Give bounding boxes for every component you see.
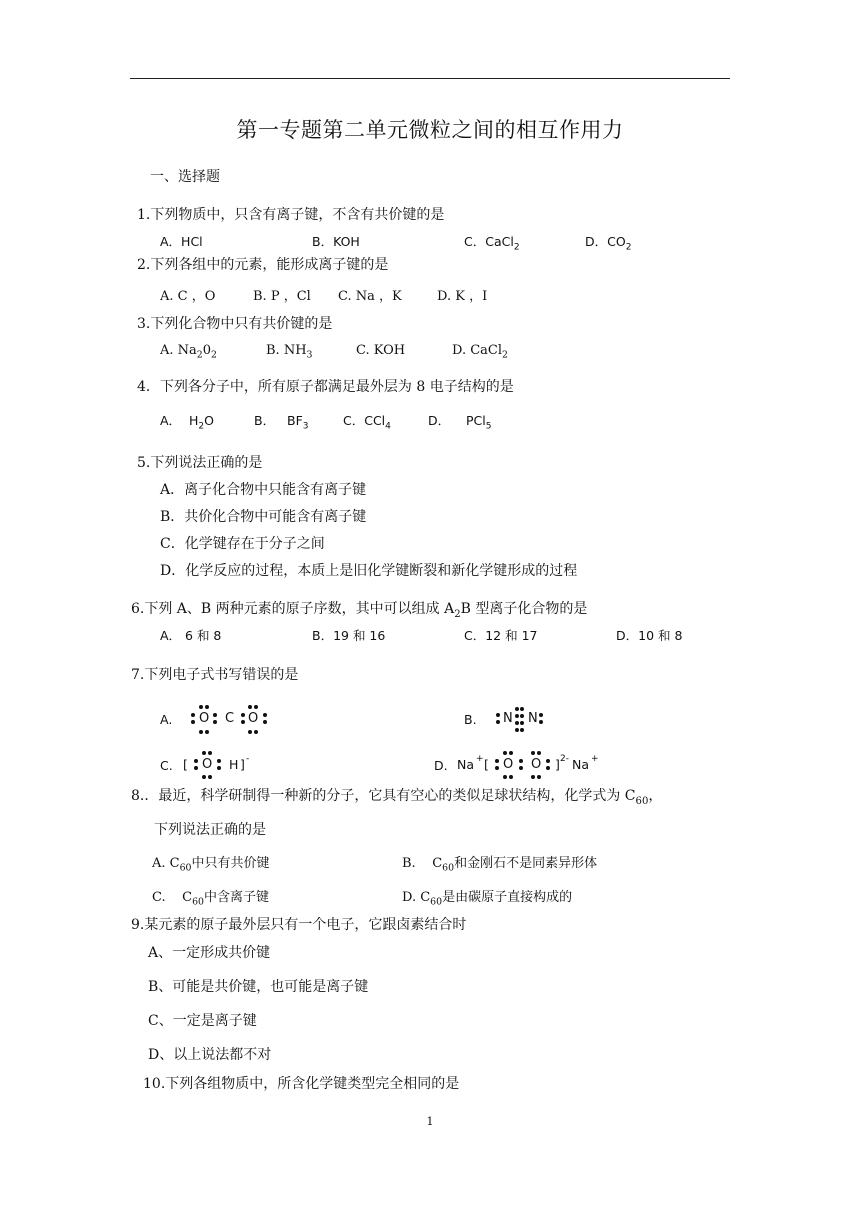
q5-option-c: C．化学键存在于分子之间 — [160, 536, 325, 552]
question-3-stem: 3.下列化合物中只有共价键的是 — [137, 316, 333, 332]
electron-dot — [537, 775, 541, 779]
q7d-sodium-left-charge: + — [476, 754, 484, 764]
electron-dot — [509, 751, 513, 755]
electron-dot — [254, 705, 258, 709]
q8-option-a: A. $C_{60}$中只有共价键 — [152, 856, 270, 874]
electron-dot — [519, 759, 523, 763]
electron-dot — [202, 751, 206, 755]
q7b-nitrogen-right: N — [528, 711, 538, 726]
q7d-sodium-right: Na — [572, 757, 590, 772]
page-number: 1 — [426, 1115, 434, 1128]
q7a-oxygen-right: O — [248, 711, 259, 726]
q7d-sodium-left: Na — [457, 757, 475, 772]
q8-option-b: B. $C_{60}$和金刚石不是同素异形体 — [402, 856, 598, 874]
electron-dot — [495, 759, 499, 763]
electron-dot — [241, 713, 245, 717]
electron-dot — [515, 707, 519, 711]
electron-dot — [515, 714, 519, 718]
electron-dot — [254, 730, 258, 734]
q7-option-a: A. — [160, 712, 173, 727]
q7b-nitrogen-left: N — [503, 711, 513, 726]
electron-dot — [205, 730, 209, 734]
electron-dot — [194, 766, 198, 770]
q4-option-b: B． $BF_3$ — [254, 413, 309, 432]
q5-option-a: A．离子化合物中只能含有离子键 — [160, 482, 367, 498]
q3-option-b: B. $NH_3$ — [266, 343, 313, 361]
q5-option-b: B．共价化合物中可能含有离子键 — [160, 509, 367, 525]
q6-option-c: C．12 和 17 — [464, 628, 538, 643]
q7d-left-bracket: [ — [484, 757, 489, 772]
q7d-sodium-right-charge: + — [591, 754, 599, 764]
electron-dot — [199, 705, 203, 709]
q2-option-d: D. K ，I — [437, 289, 488, 304]
electron-dot — [191, 720, 195, 724]
question-10-stem: 10.下列各组物质中，所含化学键类型完全相同的是 — [143, 1076, 460, 1092]
q7-option-d: D. — [434, 758, 448, 773]
q7d-oxygen-left: O — [503, 757, 514, 772]
electron-dot — [205, 705, 209, 709]
q1-option-b: B．KOH — [312, 234, 360, 249]
question-4-stem: 4．下列各分子中，所有原子都满足最外层为 8 电子结构的是 — [137, 379, 514, 395]
q3-option-c: C. KOH — [356, 343, 406, 358]
q7a-carbon: C — [225, 711, 235, 726]
q7c-charge: - — [246, 754, 250, 764]
q7-option-c: C. — [160, 758, 173, 773]
page-title: 第一专题第二单元微粒之间的相互作用力 — [236, 118, 624, 142]
electron-dot — [191, 713, 195, 717]
q7d-right-bracket: ] — [555, 757, 560, 772]
q1-option-a: A．HCl — [160, 234, 203, 249]
electron-dot — [199, 730, 203, 734]
electron-dot — [217, 759, 221, 763]
q3-option-a: A. $Na_20_2$ — [160, 343, 217, 361]
electron-dot — [202, 775, 206, 779]
question-9-stem: 9.某元素的原子最外层只有一个电子，它跟卤素结合时 — [131, 917, 467, 933]
q7c-right-bracket: ] — [240, 757, 245, 772]
electron-dot — [519, 766, 523, 770]
question-6-stem: 6.下列 A、B 两种元素的原子序数，其中可以组成 $A_2B$ 型离子化合物的是 — [131, 601, 588, 620]
electron-dot — [546, 759, 550, 763]
q8-option-d: D. $C_{60}$是由碳原子直接构成的 — [402, 890, 573, 908]
q2-option-b: B. P ，Cl — [253, 289, 311, 304]
q7d-oxygen-right: O — [531, 757, 542, 772]
electron-dot — [208, 751, 212, 755]
q1-option-d: D．$CO_2$ — [585, 234, 632, 253]
q7c-left-bracket: [ — [183, 757, 188, 772]
electron-dot — [539, 720, 543, 724]
electron-dot — [537, 751, 541, 755]
q8-option-c: C. $C_{60}$中含离子键 — [152, 890, 269, 908]
electron-dot — [263, 713, 267, 717]
electron-dot — [515, 721, 519, 725]
electron-dot — [531, 751, 535, 755]
question-8-stem: 8.．最近，科学研制得一种新的分子，它具有空心的类似足球状结构，化学式为 $C_{60}$， — [131, 788, 663, 807]
question-1-stem: 1.下列物质中，只含有离子键，不含有共价键的是 — [137, 207, 445, 223]
electron-dot — [213, 720, 217, 724]
electron-dot — [263, 720, 267, 724]
q7-option-b: B. — [464, 712, 477, 727]
q7a-oxygen-left: O — [199, 711, 210, 726]
question-8-stem-line2: 下列说法正确的是 — [154, 822, 266, 838]
electron-dot — [503, 775, 507, 779]
q4-option-c: C．CCl$_4$ — [343, 413, 391, 432]
q4-option-a: A． $H_2O$ — [160, 413, 214, 432]
q6-option-b: B．19 和 16 — [312, 628, 386, 643]
q2-option-c: C. Na ，K — [338, 289, 402, 304]
electron-dot — [213, 713, 217, 717]
electron-dot — [208, 775, 212, 779]
q9-option-c: C、一定是离子键 — [148, 1013, 257, 1029]
section-heading: 一、选择题 — [150, 169, 220, 185]
electron-dot — [531, 775, 535, 779]
electron-dot — [520, 714, 524, 718]
q7d-charge: 2- — [560, 754, 569, 764]
q6-option-d: D．10 和 8 — [616, 628, 683, 643]
electron-dot — [496, 713, 500, 717]
electron-dot — [546, 766, 550, 770]
electron-dot — [496, 720, 500, 724]
q2-option-a: A. C ，O — [160, 289, 216, 304]
q5-option-d: D．化学反应的过程，本质上是旧化学键断裂和新化学键形成的过程 — [160, 563, 578, 579]
electron-dot — [194, 759, 198, 763]
q3-option-d: D. CaCl$_2$ — [452, 343, 508, 361]
electron-dot — [248, 705, 252, 709]
q7c-oxygen: O — [202, 757, 213, 772]
q1-option-c: C．CaCl$_2$ — [464, 234, 520, 253]
electron-dot — [217, 766, 221, 770]
header-rule — [130, 78, 730, 79]
question-5-stem: 5.下列说法正确的是 — [137, 455, 263, 471]
electron-dot — [515, 728, 519, 732]
q7c-hydrogen: H — [229, 757, 239, 772]
electron-dot — [248, 730, 252, 734]
electron-dot — [520, 707, 524, 711]
question-2-stem: 2.下列各组中的元素，能形成离子键的是 — [137, 257, 389, 273]
electron-dot — [520, 721, 524, 725]
question-7-stem: 7.下列电子式书写错误的是 — [131, 667, 299, 683]
q9-option-b: B、可能是共价键，也可能是离子键 — [148, 979, 369, 995]
q6-option-a: A． 6 和 8 — [160, 628, 222, 643]
electron-dot — [509, 775, 513, 779]
q9-option-d: D、以上说法都不对 — [148, 1047, 272, 1063]
q4-option-d: D． PCl$_5$ — [428, 413, 492, 432]
q9-option-a: A、一定形成共价键 — [148, 945, 271, 961]
electron-dot — [520, 728, 524, 732]
electron-dot — [503, 751, 507, 755]
electron-dot — [539, 713, 543, 717]
electron-dot — [495, 766, 499, 770]
electron-dot — [241, 720, 245, 724]
